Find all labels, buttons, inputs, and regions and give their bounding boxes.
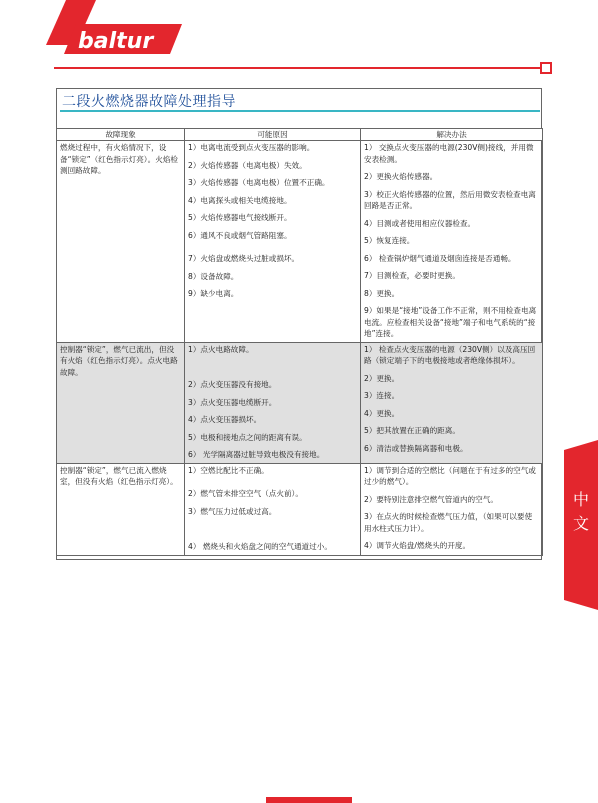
header-rule-end <box>540 62 552 74</box>
cause-item: 4）电离探头或相关电缆接地。 <box>188 195 292 205</box>
logo-text: baltur <box>78 29 154 54</box>
solution-item: 5）把其放置在正确的距离。 <box>364 426 460 435</box>
baltur-logo <box>46 0 186 70</box>
solution-cell <box>361 342 543 463</box>
solution-item: 8）更换。 <box>364 288 400 298</box>
solution-item: 1） 交换点火变压器的电源(230V侧)接线，并用微安表检测。 <box>364 143 534 164</box>
cause-item: 9）缺少电离。 <box>188 289 239 298</box>
solution-item: 6） 检查锅炉烟气通道及烟囱连接是否通畅。 <box>364 253 516 263</box>
cause-item: 4）点火变压器损坏。 <box>188 415 262 424</box>
solution-cell <box>361 141 543 343</box>
symptom-cell: 控制器“锁定”，燃气已流入燃烧室，但没有火焰（红色指示灯亮）。 <box>57 463 185 555</box>
solution-item: 1） 检查点火变压器的电源（230V侧）以及高压回路（锁定端子下的电极接地或者绝缘体损坏）。 <box>364 344 536 365</box>
solution-item: 9）如果是“接地”设备工作不正常，则不用检查电离电流。应检查相关设备“接地”端子和电气系统的“接地”连接。 <box>364 306 537 338</box>
solution-item: 7）目测检查，必要时更换。 <box>364 271 460 280</box>
header-solution: 解决办法 <box>361 129 543 141</box>
solution-item: 5）恢复连接。 <box>364 236 415 245</box>
cause-item: 1）点火电路故障。 <box>188 344 254 354</box>
solution-item: 3）校正火焰传感器的位置，然后用微安表检查电离回路是否正常。 <box>364 189 536 210</box>
symptom-cell: 控制器“锁定”，燃气已流出，但没有火焰（红色指示灯亮）。点火电路故障。 <box>57 342 185 463</box>
cause-item: 3）燃气压力过低或过高。 <box>188 506 277 516</box>
page-title: 二段火燃烧器故障处理指导 <box>62 94 236 110</box>
cause-item: 1）电离电流受到点火变压器的影响。 <box>188 143 315 152</box>
cause-item: 2）燃气管未排空空气（点火前）。 <box>188 489 303 498</box>
table-row <box>57 141 543 343</box>
solution-item: 2）更换。 <box>364 373 400 383</box>
solution-item: 6）清洁或替换隔离器和电极。 <box>364 443 468 453</box>
side-tab-label: 中 文 <box>572 490 589 533</box>
cause-item: 6）通风不良或烟气管路阻塞。 <box>188 230 292 240</box>
cause-item: 6） 光学隔离器过脏导致电极没有接地。 <box>188 450 325 459</box>
cause-cell <box>185 342 361 463</box>
title-underline <box>60 110 540 112</box>
cause-item: 5）火焰传感器电气接线断开。 <box>188 213 292 222</box>
solution-cell <box>361 463 543 555</box>
solution-item: 4）调节火焰盘/燃烧头的开度。 <box>364 541 471 550</box>
cause-item: 1）空燃比配比不正确。 <box>188 465 269 475</box>
header-symptom: 故障现象 <box>57 129 185 141</box>
solution-item: 1）调节到合适的空燃比（问题在于有过多的空气或过少的燃气）。 <box>364 465 536 486</box>
header-cause: 可能原因 <box>185 129 361 141</box>
cause-cell <box>185 141 361 343</box>
cause-item: 2）点火变压器没有接地。 <box>188 380 277 389</box>
cause-item: 8）设备故障。 <box>188 271 239 281</box>
solution-item: 2）要特别注意排空燃气管道内的空气。 <box>364 494 498 504</box>
cause-item: 3）点火变压器电缆断开。 <box>188 397 277 407</box>
table-row <box>57 342 543 463</box>
bottom-accent-bar <box>266 797 352 803</box>
symptom-cell: 燃烧过程中，有火焰情况下，设备“锁定”（红色指示灯亮）。火焰检测回路故障。 <box>57 141 185 343</box>
table-header-row <box>57 129 543 141</box>
solution-item: 4）目测或者使用相应仪器检查。 <box>364 218 476 228</box>
cause-item: 2）火焰传感器（电离电极）失效。 <box>188 160 307 170</box>
solution-item: 3）连接。 <box>364 391 400 400</box>
troubleshooting-table <box>56 128 543 556</box>
cause-cell <box>185 463 361 555</box>
cause-item: 7）火焰盘或燃烧头过脏或损坏。 <box>188 254 300 263</box>
cause-item: 5）电极和接地点之间的距离有误。 <box>188 432 307 442</box>
header-rule <box>54 67 540 69</box>
solution-item: 3）在点火的时候检查燃气压力值，（如果可以要使用水柱式压力计）。 <box>364 512 533 533</box>
cause-item: 3）火焰传感器（电离电极）位置不正确。 <box>188 178 330 187</box>
cause-item: 4） 燃烧头和火焰盘之间的空气通道过小。 <box>188 542 332 551</box>
table-row <box>57 463 543 555</box>
solution-item: 2）更换火焰传感器。 <box>364 172 438 181</box>
solution-item: 4）更换。 <box>364 408 400 418</box>
